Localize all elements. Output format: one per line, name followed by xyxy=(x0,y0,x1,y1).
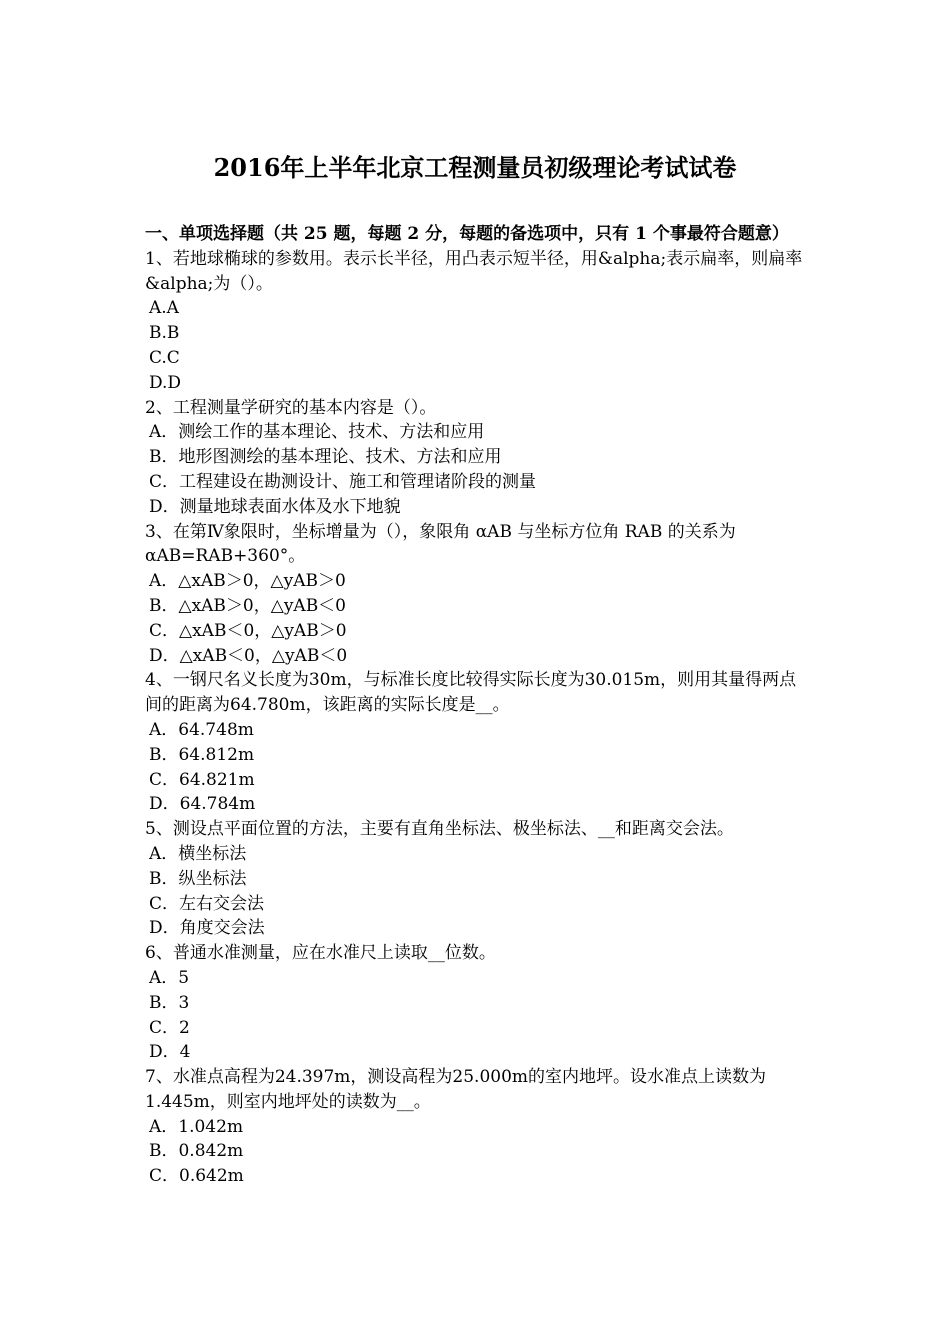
option-b: B．0.842m xyxy=(149,1141,244,1162)
option-a: A．△xAB＞0，△yAB＞0 xyxy=(149,571,346,592)
option-a: A．5 xyxy=(149,967,190,988)
option-d: D．角度交会法 xyxy=(149,918,265,939)
option-a: A．64.748m xyxy=(149,719,254,740)
option-d: D.D xyxy=(149,372,182,393)
question-text: 3、在第Ⅳ象限时，坐标增量为（），象限角 αAB 与坐标方位角 RAB 的关系为αAB=RAB+360°。 xyxy=(145,521,736,567)
option-c: C.C xyxy=(149,347,180,368)
option-d: D．测量地球表面水体及水下地貌 xyxy=(149,496,401,517)
question-text: 5、测设点平面位置的方法，主要有直角坐标法、极坐标法、__和距离交会法。 xyxy=(145,819,734,840)
question-7 xyxy=(145,1065,813,1189)
option-b: B．64.812m xyxy=(149,744,255,765)
option-c: C．工程建设在勘测设计、施工和管理诸阶段的测量 xyxy=(149,471,537,492)
option-c: C．2 xyxy=(149,1017,190,1038)
question-text: 1、若地球椭球的参数用。表示长半径，用凸表示短半径，用&alpha;表示扁率，则扁率&alpha;为（）。 xyxy=(145,248,803,294)
option-c: C．64.821m xyxy=(149,769,255,790)
option-a: A．横坐标法 xyxy=(149,843,247,864)
option-d: D．64.784m xyxy=(149,794,256,815)
option-b: B．地形图测绘的基本理论、技术、方法和应用 xyxy=(149,447,502,468)
exam-content xyxy=(145,222,813,1189)
question-4 xyxy=(145,668,813,817)
option-c: C．△xAB＜0，△yAB＞0 xyxy=(149,620,347,641)
section-heading: 一、单项选择题（共 25 题，每题 2 分，每题的备选项中，只有 1 个事最符合题意） xyxy=(145,224,789,244)
option-d: D．4 xyxy=(149,1042,191,1063)
option-b: B.B xyxy=(149,323,180,344)
question-1 xyxy=(145,247,813,396)
question-5 xyxy=(145,817,813,941)
option-b: B．纵坐标法 xyxy=(149,868,247,889)
option-b: B．△xAB＞0，△yAB＜0 xyxy=(149,595,347,616)
document-title: 2016年上半年北京工程测量员初级理论考试试卷 xyxy=(213,153,737,182)
option-a: A.A xyxy=(149,298,179,319)
question-3 xyxy=(145,520,813,669)
option-c: C．左右交会法 xyxy=(149,893,265,914)
question-6 xyxy=(145,941,813,1065)
question-text: 7、水准点高程为24.397m，测设高程为25.000m的室内地坪。设水准点上读数为1.445m，则室内地坪处的读数为__。 xyxy=(145,1067,767,1112)
option-b: B．3 xyxy=(149,992,190,1013)
option-a: A．测绘工作的基本理论、技术、方法和应用 xyxy=(149,422,485,443)
option-a: A．1.042m xyxy=(149,1116,244,1137)
question-text: 2、工程测量学研究的基本内容是（）。 xyxy=(145,397,437,418)
option-d: D．△xAB＜0，△yAB＜0 xyxy=(149,645,348,666)
question-text: 6、普通水准测量，应在水准尺上读取__位数。 xyxy=(145,943,496,964)
question-2 xyxy=(145,396,813,520)
question-text: 4、一钢尺名义长度为30m，与标准长度比较得实际长度为30.015m，则用其量得两点间的距离为64.780m，该距离的实际长度是__。 xyxy=(145,670,797,716)
option-c: C．0.642m xyxy=(149,1166,244,1187)
